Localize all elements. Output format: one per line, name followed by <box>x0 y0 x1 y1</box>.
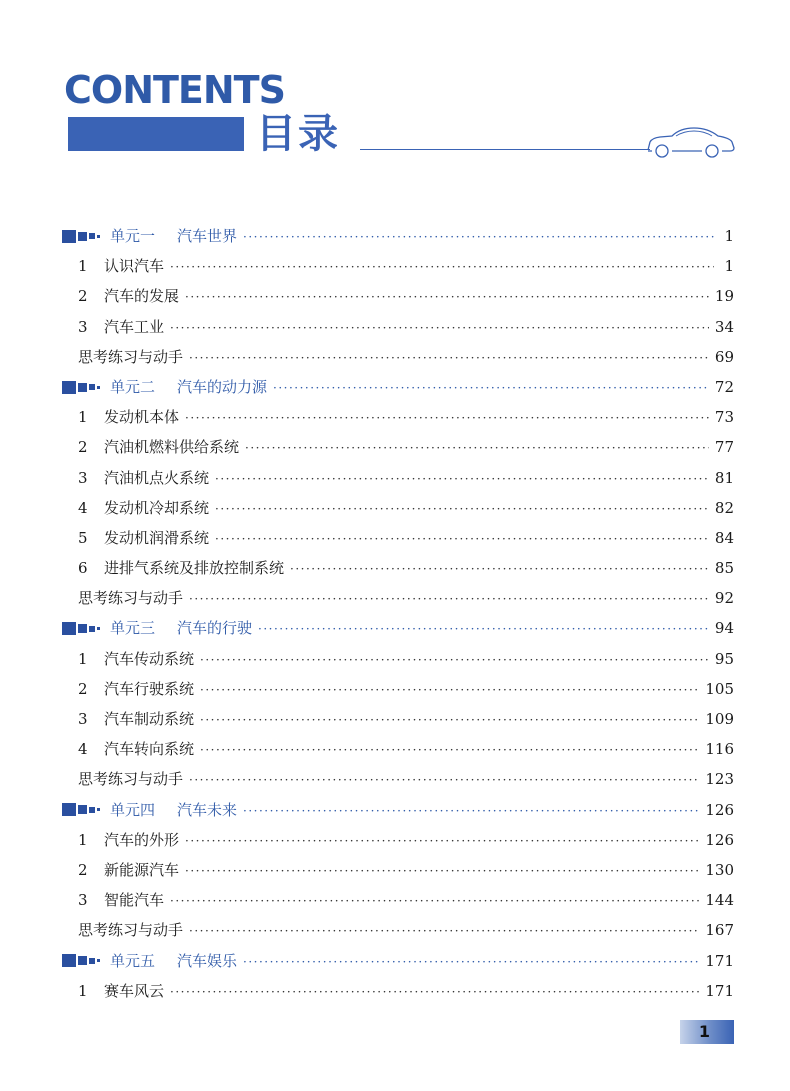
entry-page-number: 34 <box>714 317 734 336</box>
toc-review-entry[interactable] <box>62 915 734 945</box>
contents-title: CONTENTS <box>64 68 285 112</box>
entry-page-number: 130 <box>705 860 734 879</box>
entry-number: 5 <box>78 528 88 547</box>
entry-title: 思考练习与动手 <box>78 347 184 366</box>
entry-page-number: 82 <box>714 498 734 517</box>
entry-number: 1 <box>78 649 88 668</box>
entry-title: 汽车的发展 <box>104 287 180 306</box>
entry-title: 汽车传动系统 <box>104 649 195 668</box>
toc-entry[interactable] <box>62 704 734 734</box>
entry-page-number: 105 <box>705 679 734 698</box>
unit-label: 单元一 <box>110 227 156 245</box>
toc-unit-heading[interactable] <box>62 372 734 402</box>
entry-page-number: 116 <box>705 740 734 759</box>
dot-leader <box>273 373 709 403</box>
entry-title: 思考练习与动手 <box>78 589 184 608</box>
toc-entry[interactable] <box>62 312 734 342</box>
entry-number: 1 <box>78 257 88 276</box>
dot-leader <box>215 494 709 524</box>
toc-entry[interactable] <box>62 644 734 674</box>
entry-page-number: 84 <box>714 528 734 547</box>
entry-page-number: 72 <box>714 377 734 396</box>
toc-review-entry[interactable] <box>62 342 734 372</box>
entry-title: 认识汽车 <box>104 257 165 276</box>
page-header <box>0 0 790 200</box>
entry-page-number: 77 <box>714 438 734 457</box>
toc-entry[interactable] <box>62 976 734 1006</box>
dot-leader <box>189 584 709 614</box>
unit-name: 汽车娱乐 <box>177 951 238 970</box>
toc-entry[interactable] <box>62 523 734 553</box>
dot-leader <box>189 343 709 373</box>
toc-title: 目录 <box>256 111 340 157</box>
entry-title: 汽车行驶系统 <box>104 679 195 698</box>
unit-marker-icon <box>62 954 102 967</box>
unit-name: 汽车世界 <box>177 227 238 245</box>
dot-leader <box>189 916 699 946</box>
dot-leader <box>290 554 709 584</box>
dot-leader <box>215 524 709 554</box>
unit-label: 单元三 <box>110 619 156 638</box>
page-number-tab <box>680 1020 734 1044</box>
entry-title: 思考练习与动手 <box>78 921 184 940</box>
entry-page-number: 126 <box>705 800 734 819</box>
title-accent-bar <box>68 117 244 151</box>
title-underline <box>360 149 650 150</box>
unit-marker-icon <box>62 622 102 635</box>
entry-number: 1 <box>78 981 88 1000</box>
entry-title: 汽车转向系统 <box>104 740 195 759</box>
entry-number: 2 <box>78 679 88 698</box>
dot-leader <box>200 675 699 705</box>
entry-title: 汽车制动系统 <box>104 710 195 728</box>
toc-review-entry[interactable] <box>62 764 734 794</box>
dot-leader <box>200 705 699 735</box>
entry-number: 4 <box>78 740 88 759</box>
entry-number: 2 <box>78 287 88 306</box>
unit-marker-icon <box>62 230 102 243</box>
entry-page-number: 126 <box>705 830 734 849</box>
entry-page-number: 85 <box>714 559 734 578</box>
dot-leader <box>245 433 709 463</box>
dot-leader <box>200 735 699 765</box>
entry-title: 新能源汽车 <box>104 860 180 879</box>
entry-title: 智能汽车 <box>104 891 165 910</box>
entry-title: 思考练习与动手 <box>78 770 184 789</box>
dot-leader <box>258 614 709 644</box>
toc-review-entry[interactable] <box>62 583 734 613</box>
page-number: 1 <box>698 1022 710 1041</box>
entry-page-number: 95 <box>714 649 734 668</box>
entry-title: 发动机本体 <box>104 408 180 427</box>
entry-title: 进排气系统及排放控制系统 <box>104 559 285 578</box>
entry-number: 3 <box>78 317 88 336</box>
entry-title: 汽油机点火系统 <box>104 468 210 487</box>
dot-leader <box>189 765 699 795</box>
dot-leader <box>243 796 699 826</box>
entry-page-number: 81 <box>714 468 734 487</box>
entry-page-number: 92 <box>714 589 734 608</box>
toc-entry[interactable] <box>62 463 734 493</box>
entry-page-number: 171 <box>705 981 734 1000</box>
entry-page-number: 69 <box>714 347 734 366</box>
dot-leader <box>243 222 714 252</box>
entry-page-number: 1 <box>724 257 734 276</box>
entry-page-number: 1 <box>724 227 734 245</box>
entry-title: 发动机冷却系统 <box>104 498 210 517</box>
dot-leader <box>185 826 699 856</box>
car-outline-icon <box>646 122 736 158</box>
unit-marker-icon <box>62 381 102 394</box>
dot-leader <box>170 886 699 916</box>
entry-page-number: 109 <box>705 710 734 728</box>
dot-leader <box>243 947 699 977</box>
toc-unit-heading[interactable] <box>62 795 734 825</box>
entry-number: 3 <box>78 468 88 487</box>
entry-page-number: 171 <box>705 951 734 970</box>
dot-leader <box>215 464 709 494</box>
entry-number: 3 <box>78 710 88 728</box>
entry-page-number: 94 <box>714 619 734 638</box>
dot-leader <box>185 282 709 312</box>
toc-entry[interactable] <box>62 885 734 915</box>
unit-label: 单元二 <box>110 377 156 396</box>
toc-entry[interactable] <box>62 674 734 704</box>
dot-leader <box>200 645 709 675</box>
dot-leader <box>170 313 709 343</box>
entry-title: 发动机润滑系统 <box>104 528 210 547</box>
entry-number: 2 <box>78 860 88 879</box>
unit-label: 单元四 <box>110 800 156 819</box>
dot-leader <box>185 856 699 886</box>
entry-page-number: 73 <box>714 408 734 427</box>
dot-leader <box>170 252 714 282</box>
toc-entry[interactable] <box>62 734 734 764</box>
toc-unit-heading[interactable] <box>62 946 734 976</box>
toc-entry[interactable] <box>62 251 734 281</box>
entry-page-number: 144 <box>705 891 734 910</box>
entry-number: 3 <box>78 891 88 910</box>
toc-entry[interactable] <box>62 281 734 311</box>
entry-title: 汽车工业 <box>104 317 165 336</box>
entry-page-number: 167 <box>705 921 734 940</box>
dot-leader <box>170 977 699 1007</box>
unit-name: 汽车的动力源 <box>177 377 268 396</box>
toc-entry[interactable] <box>62 855 734 885</box>
toc-entry[interactable] <box>62 825 734 855</box>
entry-number: 2 <box>78 438 88 457</box>
entry-page-number: 123 <box>705 770 734 789</box>
entry-title: 赛车风云 <box>104 981 165 1000</box>
unit-label: 单元五 <box>110 951 156 970</box>
toc-entry[interactable] <box>62 553 734 583</box>
dot-leader <box>185 403 709 433</box>
toc-entry[interactable] <box>62 432 734 462</box>
entry-number: 4 <box>78 498 88 517</box>
entry-number: 6 <box>78 559 88 578</box>
entry-title: 汽车的外形 <box>104 830 180 849</box>
toc-entry[interactable] <box>62 493 734 523</box>
entry-number: 1 <box>78 830 88 849</box>
toc-unit-heading[interactable] <box>62 221 734 251</box>
entry-number: 1 <box>78 408 88 427</box>
table-of-contents <box>62 221 734 1006</box>
toc-unit-heading[interactable] <box>62 613 734 643</box>
unit-name: 汽车的行驶 <box>177 619 253 638</box>
unit-name: 汽车未来 <box>177 800 238 819</box>
unit-marker-icon <box>62 803 102 816</box>
entry-title: 汽油机燃料供给系统 <box>104 438 240 457</box>
entry-page-number: 19 <box>714 287 734 306</box>
toc-entry[interactable] <box>62 402 734 432</box>
